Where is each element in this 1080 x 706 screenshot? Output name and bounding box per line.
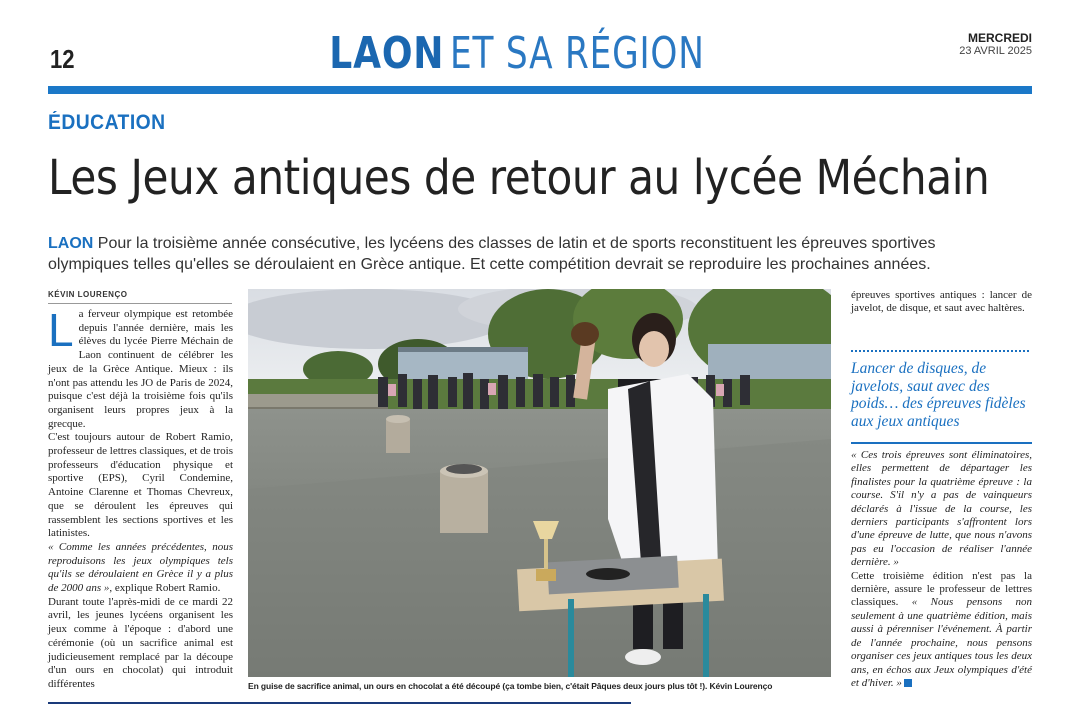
pull-quote-rule [851,442,1032,444]
section-title-rest: ET SA RÉGION [449,28,705,79]
paragraph-1-text: a ferveur olympique est retombée depuis l'année dernière, mais les élèves du lycée Pierre Méchain de Laon continuent de célébrer les jeux de la Grèce Antique. Mieux : ils n'ont pas attendu les JO de Paris de 2024, puisque c'est déjà la troisième fois qu'ils organisent leurs propres jeux à la grecque. [48,308,233,430]
right-column [851,449,1032,690]
standfirst-city: LAON [48,235,94,252]
section-title [0,28,1080,79]
header-rule [48,86,1032,94]
right-paragraph-2-text: Cette troisième édition n'est pas la dernière, assure le professeur de lettres classiques. [851,569,1032,609]
issue-date-text: 23 AVRIL 2025 [959,45,1032,57]
page-number: 12 [50,44,75,74]
standfirst-text: Pour la troisième année consécutive, les lycéens des classes de latin et de sports reconstituent les épreuves sportives olympiques telles qu'elles se déroulaient en Grèce antique. Et cette compétition devrait se reproduire les prochaines années. [48,235,936,273]
photo-caption: En guise de sacrifice animal, un ours en chocolat a été découpé (ça tombe bien, c'était Pâques deux jours plus tôt !). Kévin Lourenço [248,681,773,691]
end-of-article-icon [904,679,912,687]
pull-quote-dotted-rule [851,350,1029,352]
quote-attribution: , explique Robert Ramio. [109,582,221,595]
pull-quote: Lancer de disques, de javelots, saut avec des poids… des épreuves fidèles aux jeux antiques [851,360,1026,430]
issue-date [959,32,1032,58]
paragraph-4: Durant toute l'après-midi de ce mardi 22 avril, les jeunes lycéens organisent les jeux comme à l'époque : d'abord une cérémonie (où un sacrifice animal est judicieusement remplacé par la découpe d'un ours en chocolat) qui introduit différentes [48,595,233,690]
right-paragraph-2 [851,570,1032,691]
author-byline: KÉVIN LOURENÇO [48,290,232,304]
paragraph-intro [48,304,233,431]
article-photo [248,289,831,677]
quote-ramio: « Comme les années précédentes, nous reproduisons les jeux olympiques tels qu'ils se déroulaient en Grèce il y a plus de 2000 ans » [48,540,233,595]
drop-cap: L [48,304,74,356]
right-quote-1-text: « Ces trois épreuves sont éliminatoires, elles permettent de départager les finalistes pour la quatrième épreuve : la course. S'il n'y a pas de vainqueurs déclarés à l'issue de la course, les derniers participants s'affrontent lors d'une épreuve de lutte, que nous n'avons pas eu l'occasion de réaliser l'année dernière. » [851,449,1032,569]
left-column [48,304,233,692]
issue-day: MERCREDI [967,31,1032,45]
bottom-rule [48,702,631,704]
right-quote-2-text: « Nous pensons non seulement à une quatrième édition, mais aussi à pérenniser l'événement. À partir de l'année prochaine, nous pensons organiser ces jeux antiques tous les deux ans, en échos aux Jeux olympiques d'été et d'hiver. » [851,596,1033,689]
photo-illustration [248,289,831,677]
right-column-top: épreuves sportives antiques : lancer de javelot, de disque, et saut avec haltères. [851,289,1032,315]
section-title-strong: LAON [328,28,444,79]
rubric: ÉDUCATION [48,111,166,134]
headline: Les Jeux antiques de retour au lycée Méchain [48,150,990,206]
right-quote-1 [851,449,1032,570]
paragraph-3 [48,541,233,596]
standfirst [48,233,978,275]
paragraph-2: C'est toujours autour de Robert Ramio, professeur de lettres classiques, et de trois professeurs d'éducation physique et sportive (EPS), Cyril Condemine, Antoine Clarenne et Thomas Chevreux, que se déroulent les épreuves qui rassemblent les sections sportives et les latinistes. [48,431,233,540]
